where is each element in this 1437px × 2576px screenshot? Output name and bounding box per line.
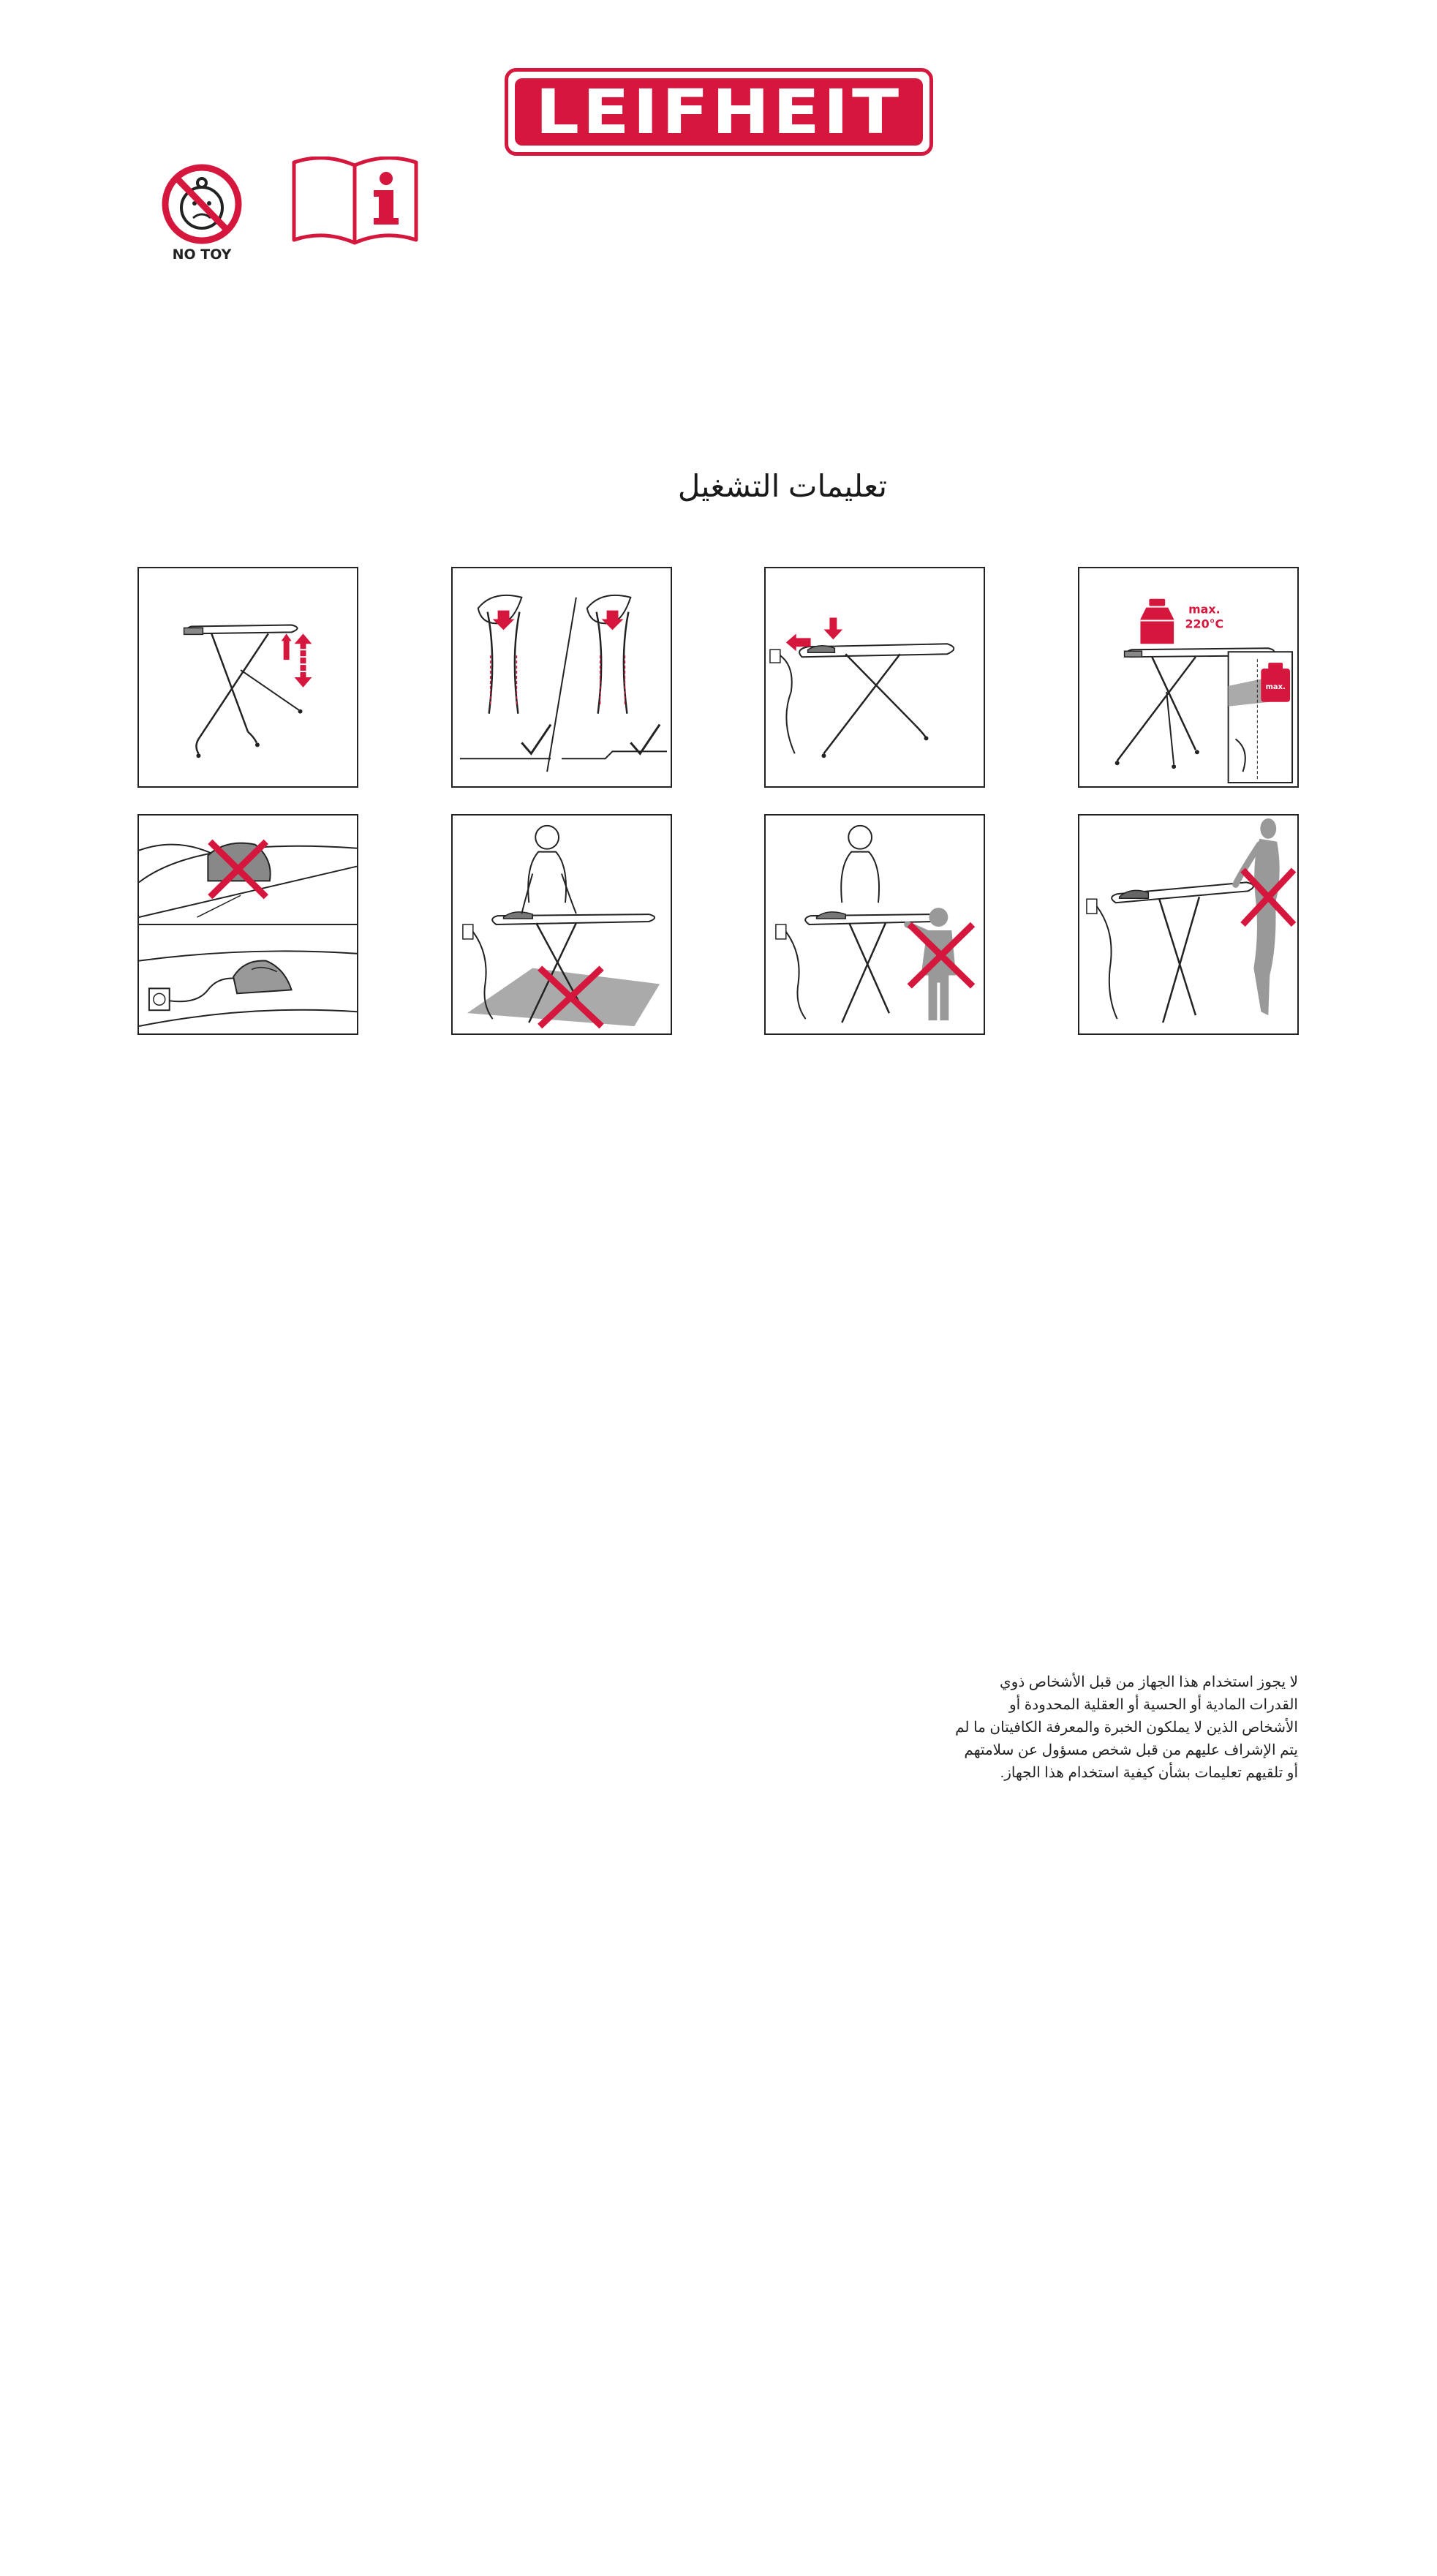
- illustration-iron-rest: [137, 814, 358, 1035]
- illustration-children-away: [764, 814, 985, 1035]
- safety-warning-text: لا يجوز استخدام هذا الجهاز من قبل الأشخاص ذوي القدرات المادية أو الحسية أو العقلية المحدودة أو الأشخاص الذين لا يملكون الخبرة والمعرفة الكافيتان ما لم يتم الإشراف عليهم من قبل شخص مسؤول عن سلامتهم أو تلقيهم تعليمات بشأن كيفية استخدام هذا الجهاز.: [955, 1674, 1298, 1781]
- weight-label-temp: 220°C: [1185, 617, 1224, 631]
- no-toy-label: NO TOY: [172, 246, 232, 262]
- logo-text: LEIFHEIT: [535, 76, 902, 148]
- illustration-max-temperature: [1078, 567, 1299, 788]
- illustration-plug-iron: [764, 567, 985, 788]
- read-manual-icon: [291, 157, 419, 246]
- no-toy-icon: [158, 162, 246, 262]
- illustration-fold-legs: [451, 567, 672, 788]
- small-weight-label: max.: [1265, 682, 1286, 691]
- illustration-stable-surface: [451, 814, 672, 1035]
- logo-plate: [515, 78, 923, 146]
- weight-label-max: max.: [1188, 602, 1221, 617]
- illustration-adjust-height: [137, 567, 358, 788]
- page-title: تعليمات التشغيل: [677, 469, 888, 503]
- illustration-do-not-move: [1078, 814, 1299, 1035]
- leifheit-logo: [505, 68, 933, 156]
